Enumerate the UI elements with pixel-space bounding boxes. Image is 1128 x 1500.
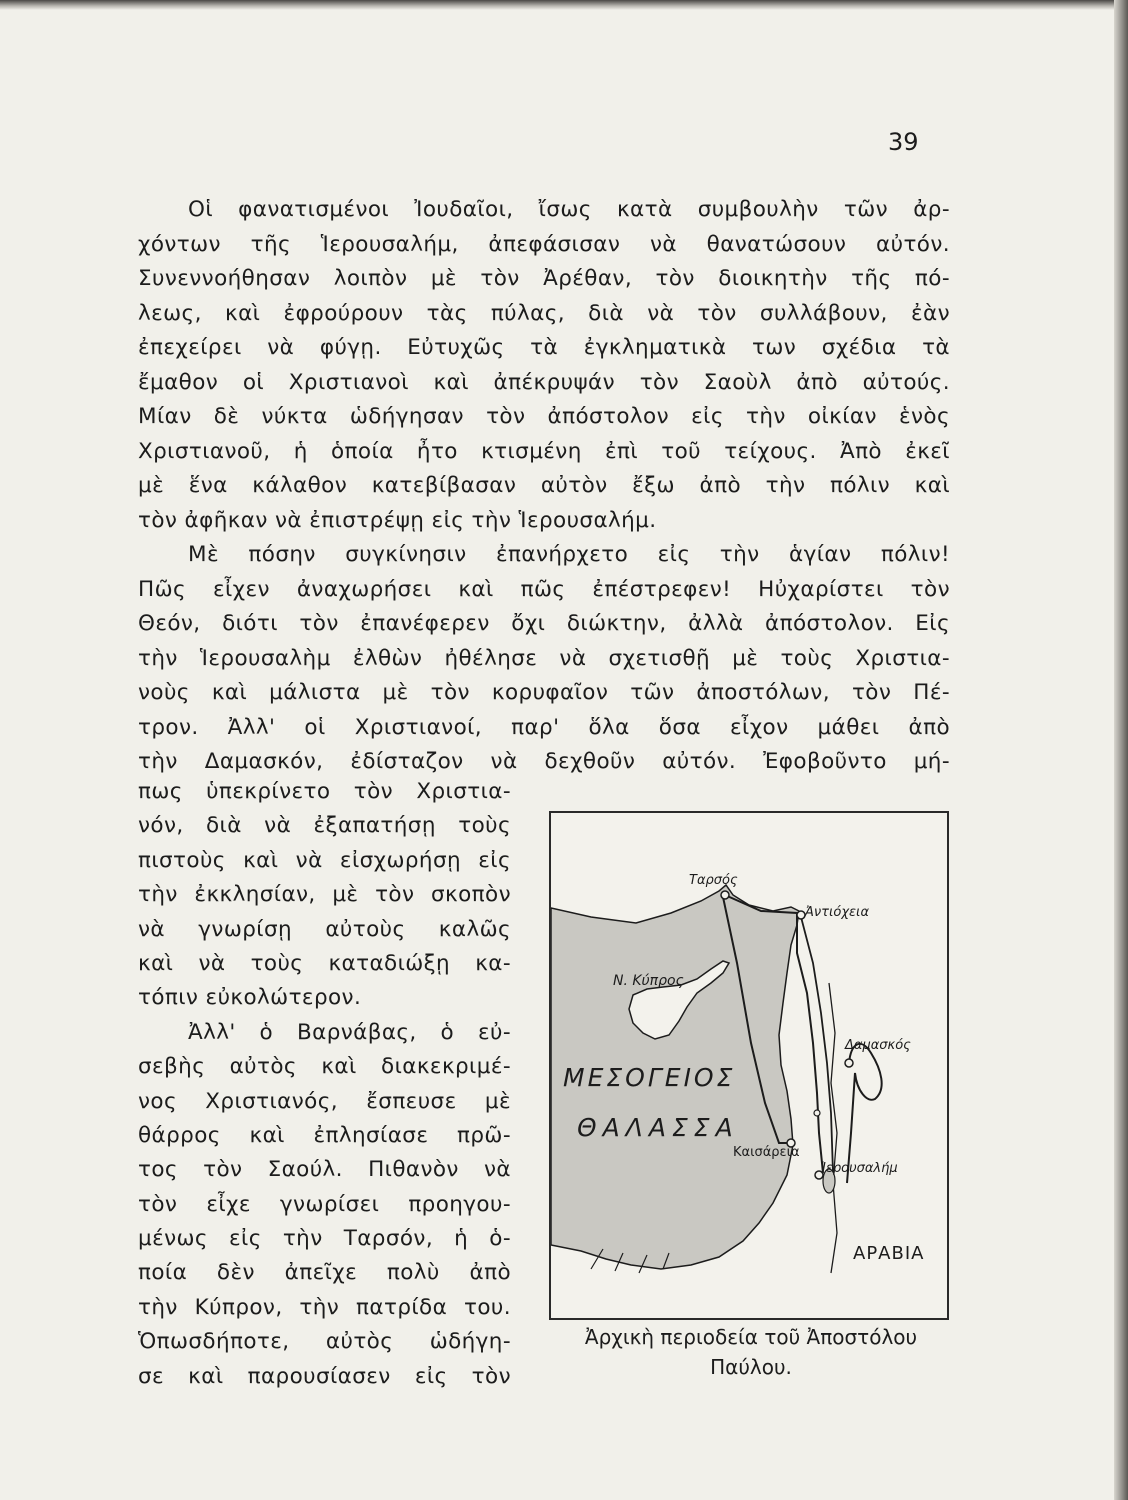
text-line: καὶ νὰ τοὺς καταδιώξῃ κα- xyxy=(138,950,511,976)
text-line: Πῶς εἶχεν ἀναχωρήσει καὶ πῶς ἐπέστρεφεν! Ηὐχαρίστει τὸν xyxy=(138,576,950,602)
sea-label-line2: ΘΑΛΑΣΣΑ xyxy=(577,1113,739,1142)
tarsos-label: Ταρσός xyxy=(689,873,738,888)
text-line: τὴν Κύπρον, τὴν πατρίδα του. xyxy=(138,1294,511,1320)
text-line: τὸν εἶχε γνωρίσει προηγου- xyxy=(138,1191,511,1217)
text-line: Θεόν, διότι τὸν ἐπανέφερεν ὄχι διώκτην, ἀλλὰ ἀπόστολον. Εἰς xyxy=(138,611,950,636)
text-line: ἐπεχείρει νὰ φύγῃ. Εὐτυχῶς τὰ ἐγκληματικὰ των σχέδια τὰ xyxy=(138,335,950,360)
map-caption xyxy=(545,1322,957,1382)
page-number: 39 xyxy=(888,128,919,156)
sea-label-line1: ΜΕΣΟΓΕΙΟΣ xyxy=(563,1063,736,1092)
text-line: νοὺς καὶ μάλιστα μὲ τὸν κορυφαῖον τῶν ἀποστόλων, τὸν Πέ- xyxy=(138,680,950,705)
ierousalim-label: Ἱερουσαλήμ xyxy=(821,1161,898,1176)
text-line: σεβὴς αὐτὸς καὶ διακεκριμέ- xyxy=(138,1054,511,1080)
text-line: Μίαν δὲ νύκτα ὡδήγησαν τὸν ἀπόστολον εἰς τὴν οἰκίαν ἑνὸς xyxy=(138,404,950,429)
journey-map xyxy=(549,811,949,1320)
narrow-text-column xyxy=(138,775,511,1394)
text-line: Χριστιανοῦ, ἡ ὁποία ἦτο κτισμένη ἐπὶ τοῦ τείχους. Ἀπὸ ἐκεῖ xyxy=(138,438,950,464)
text-line: σε καὶ παρουσίασεν εἰς τὸν xyxy=(138,1363,511,1389)
main-text xyxy=(138,193,950,780)
kaisareia-label: Καισάρεια xyxy=(733,1145,800,1160)
text-line: Συνεννοήθησαν λοιπὸν μὲ τὸν Ἀρέθαν, τὸν διοικητὴν τῆς πό- xyxy=(138,266,950,291)
text-line: λεως, καὶ ἐφρούρουν τὰς πύλας, διὰ νὰ τὸν συλλάβουν, ἐὰν xyxy=(138,300,950,326)
waypoint-marker xyxy=(814,1110,820,1116)
page-binding-edge xyxy=(1114,0,1128,1500)
journey-route-inland xyxy=(801,917,833,1173)
caption-line: Παύλου. xyxy=(710,1355,792,1379)
text-line: χόντων τῆς Ἱερουσαλήμ, ἀπεφάσισαν νὰ θανατώσουν αὐτόν. xyxy=(138,231,950,257)
text-line: τρον. Ἀλλ' οἱ Χριστιανοί, παρ' ὅλα ὅσα εἶχον μάθει ἀπὸ xyxy=(138,714,950,740)
caption-line: Ἀρχικὴ περιοδεία τοῦ Ἀποστόλου xyxy=(584,1325,918,1349)
text-line: τόπιν εὐκολώτερον. xyxy=(138,985,362,1011)
text-line: νὰ γνωρίσῃ αὐτοὺς καλῶς xyxy=(138,916,511,942)
text-line: τὴν ἐκκλησίαν, μὲ τὸν σκοπὸν xyxy=(138,882,511,908)
arabia-label: ΑΡΑΒΙΑ xyxy=(853,1243,925,1264)
antiocheia-marker xyxy=(797,911,805,919)
text-line: πως ὑπεκρίνετο τὸν Χριστια- xyxy=(138,779,511,804)
text-line: τος τὸν Σαούλ. Πιθανὸν νὰ xyxy=(138,1157,511,1183)
text-line: ἔμαθον οἱ Χριστιανοὶ καὶ ἀπέκρυψάν τὸν Σαοὺλ ἀπὸ αὐτούς. xyxy=(138,369,950,395)
text-line: Ἀλλ' ὁ Βαρνάβας, ὁ εὐ- xyxy=(188,1019,511,1045)
text-line: νόν, διὰ νὰ ἐξαπατήσῃ τοὺς xyxy=(138,813,511,839)
text-line: Οἱ φανατισμένοι Ἰουδαῖοι, ἴσως κατὰ συμβουλὴν τῶν ἀρ- xyxy=(188,197,950,222)
text-line: νος Χριστιανός, ἔσπευσε μὲ xyxy=(138,1088,511,1114)
page-top-edge xyxy=(0,0,1128,10)
text-line: μὲ ἕνα κάλαθον κατεβίβασαν αὐτὸν ἔξω ἀπὸ τὴν πόλιν καὶ xyxy=(138,473,950,498)
text-line: τὸν ἀφῆκαν νὰ ἐπιστρέψῃ εἰς τὴν Ἱερουσαλήμ. xyxy=(138,507,657,533)
kypros-label: Ν. Κύπρος xyxy=(613,973,684,989)
text-line: μένως εἰς τὴν Ταρσόν, ἡ ὁ- xyxy=(138,1226,511,1252)
text-line: πιστοὺς καὶ νὰ εἰσχωρήσῃ εἰς xyxy=(138,847,511,873)
tarsos-marker xyxy=(721,891,729,899)
damaskos-label: Δαμασκός xyxy=(845,1038,911,1053)
text-line: ποία δὲν ἀπεῖχε πολὺ ἀπὸ xyxy=(138,1260,511,1286)
text-line: Ὁπωσδήποτε, αὐτὸς ὡδήγη- xyxy=(138,1329,511,1355)
antiocheia-label: Ἀντιόχεια xyxy=(805,905,870,920)
text-line: Μὲ πόσην συγκίνησιν ἐπανήρχετο εἰς τὴν ἁγίαν πόλιν! xyxy=(188,542,950,567)
text-line: τὴν Δαμασκόν, ἐδίσταζον νὰ δεχθοῦν αὐτόν. Ἐφοβοῦντο μή- xyxy=(138,749,950,774)
damaskos-marker xyxy=(845,1059,853,1067)
jordan-river xyxy=(829,983,837,1273)
text-line: θάρρος καὶ ἐπλησίασε πρῶ- xyxy=(138,1122,511,1148)
text-line: τὴν Ἱερουσαλὴμ ἐλθὼν ἠθέλησε νὰ σχετισθῇ μὲ τοὺς Χριστια- xyxy=(138,645,950,671)
